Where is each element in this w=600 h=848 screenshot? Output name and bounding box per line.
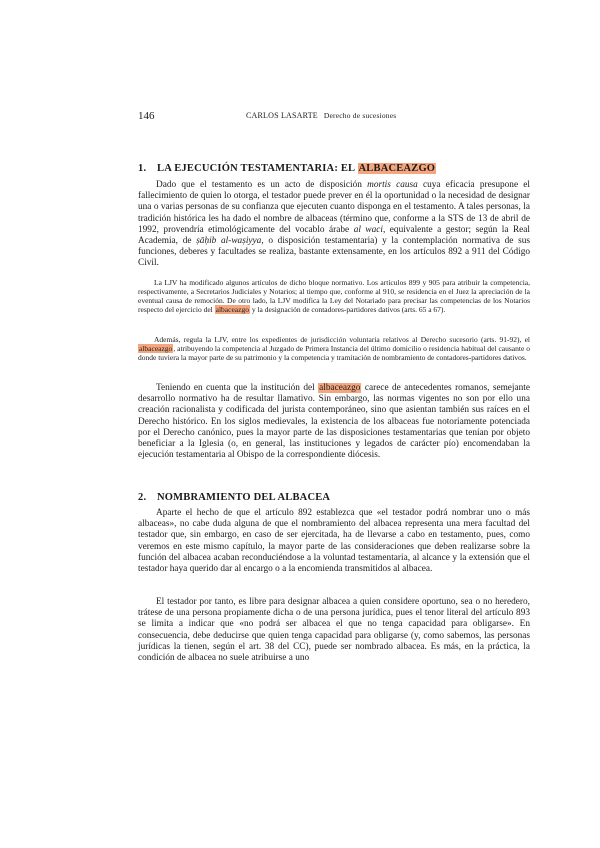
section-1-title: LA EJECUCIÓN TESTAMENTARIA: EL — [157, 163, 358, 174]
text-run: carece de antecedentes romanos, semejante desarrollo normativo ha de resultar llamativo. Sin embargo, las normas vigentes no son por ello una creación racionalista y codificada del jurista contemporáneo, sino que asientan también sus raíces en el Derecho histórico. En los siglos medievales, la existencia de los albaceas fue notoriamente potenciada por el Derecho canónico, pues la mayor parte de las disposiciones testamentarias que tenían por objeto beneficiar a la Iglesia (o, en general, las instituciones y legados de carácter pío) encomendaban la ejecución testamentaria al Obispo de la correspondiente diócesis. — [138, 383, 531, 461]
section-2-number: 2. — [138, 492, 147, 503]
section-1-small-note-1 — [138, 278, 530, 314]
section-2-heading — [138, 492, 530, 503]
section-1-paragraph-1 — [138, 180, 530, 270]
italic-term: ṣāḥib al-waṣiyya — [196, 236, 262, 247]
text-run: , equivalente a gestor; según la Real Academia, de — [138, 224, 530, 247]
text-run: y la designación de contadores-partidores dativos (arts. 65 a 67). — [249, 305, 446, 314]
author-name: CARLOS LASARTE — [246, 111, 318, 120]
italic-term: al waci — [353, 224, 383, 235]
text-run: Además, regula la LJV, entre los expedientes de jurisdicción voluntaria relativos al Derecho sucesorio (arts. 91-92), el — [154, 335, 530, 344]
text-run: , o disposición testamentaria) y la contemplación normativa de sus funciones, deberes y facultades se realiza, bastante extensamente, en los artículos 892 a 911 del Código Civil. — [138, 236, 530, 269]
section-1-paragraph-2 — [138, 383, 530, 461]
running-header — [138, 110, 538, 124]
italic-term: mortis causa — [367, 180, 418, 190]
highlighted-term: ALBACEAZGO — [358, 163, 436, 174]
highlighted-term: albaceazgo — [215, 305, 249, 314]
text-run: cuya eficacia presupone el fallecimiento de quien lo otorga, el testador puede prever en él la oportunidad o la necesidad de designar una o varias personas de su confianza que ejecuten cuanto disponga en el testamento. A tales personas, la tradición histórica les ha dado el nombre de albaceas (término que, conforme a la STS de 13 de abril de 1992, provendría etimológicamente del vocablo árabe — [138, 180, 530, 235]
book-title: Derecho de sucesiones — [323, 111, 397, 120]
section-1-number: 1. — [138, 163, 147, 174]
text-run: La LJV ha modificado algunos artículos de dicho bloque normativo. Los artículos 899 y 905 para atribuir la competencia, respectivamente, a Secretarios Judiciales y Notarios; al tiempo que, conforme al 910, se residencia en el Juez la apreciación de la eventual causa de remoción. De otro lado, la LJV modifica la Ley del Notariado para precisar las competencias de los Notarios respecto del ejercicio del — [138, 278, 530, 314]
text-run: Teniendo en cuenta que la institución del — [156, 383, 319, 393]
highlighted-term: albaceazgo — [319, 383, 361, 393]
text-run: Dado que el testamento es un acto de disposición — [156, 180, 368, 190]
section-2-title: NOMBRAMIENTO DEL ALBACEA — [157, 492, 331, 503]
section-2-paragraph-1: Aparte el hecho de que el artículo 892 establezca que «el testador podrá nombrar uno o más albaceas», no cabe duda alguna de que el nombramiento del albacea representa una mera facultad del testador que, sin embargo, en caso de ser ejercitada, ha de llevarse a cabo en testamento, pues, como veremos en este mismo capítulo, la mayor parte de las consideraciones que deben realizarse sobre la función del albacea acaban reconduciéndose a la voluntad testamentaria, al alcance y la extensión que el testador haya querido dar al encargo o a la encomienda transmitidos al albacea. — [138, 508, 530, 575]
section-1-small-note-2 — [138, 335, 530, 362]
running-title — [246, 111, 396, 120]
section-1-heading — [138, 163, 530, 174]
text-run: , atribuyendo la competencia al Juzgado de Primera Instancia del último domicilio o residencia habitual del causante o donde tuviera la mayor parte de su patrimonio y la competencia y tramitación de nombramiento de contadores-partidores dativos. — [138, 344, 530, 362]
page-number: 146 — [138, 110, 155, 122]
section-2-paragraph-2: El testador por tanto, es libre para designar albacea a quien considere oportuno, sea o no heredero, trátese de una persona propiamente dicha o de una persona jurídica, pues el tenor literal del artículo 893 se limita a indicar que «no podrá ser albacea el que no tenga capacidad para obligarse». En consecuencia, debe deducirse que quien tenga capacidad para obligarse (y, como sabemos, las personas jurídicas la tienen, según el art. 38 del CC), puede ser nombrado albacea. Es más, en la práctica, la condición de albacea no suele atribuirse a uno — [138, 597, 530, 664]
highlighted-term: albaceazgo — [139, 344, 173, 353]
